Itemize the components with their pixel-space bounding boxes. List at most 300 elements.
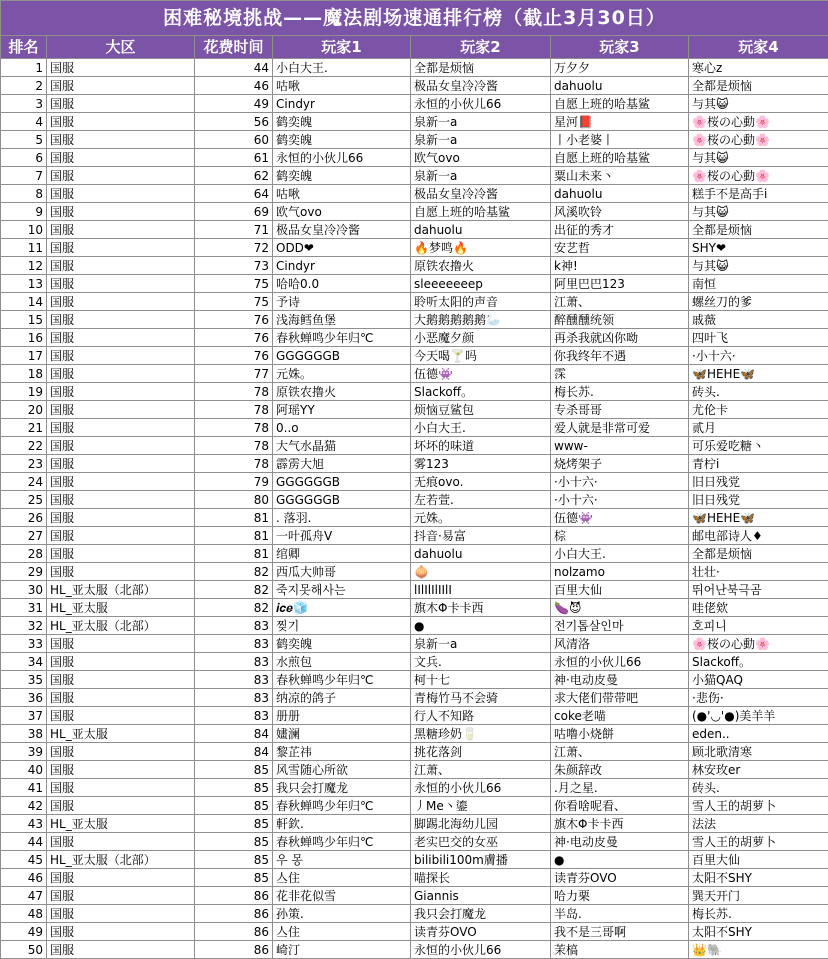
region-cell: 国服 — [47, 491, 195, 509]
table-row — [1, 797, 828, 815]
player2-cell: 聆听太阳的声音 — [411, 293, 551, 311]
rank-cell: 35 — [1, 671, 47, 689]
player4-cell: 太阳不SHY — [689, 923, 828, 941]
table-row — [1, 581, 828, 599]
player3-cell: ·小十六· — [551, 491, 689, 509]
player1-cell: 小白大王. — [273, 59, 411, 77]
region-cell: 国服 — [47, 653, 195, 671]
player4-cell: 🌸桜の心動🌸 — [689, 635, 828, 653]
region-cell: 国服 — [47, 941, 195, 959]
table-row — [1, 635, 828, 653]
player2-cell: 大鹅鹅鹅鹅鹅🦢 — [411, 311, 551, 329]
player3-cell: 自愿上班的哈基鲨 — [551, 149, 689, 167]
player4-cell: SHY❤ — [689, 239, 828, 257]
region-cell: 国服 — [47, 311, 195, 329]
player3-cell: 旗木Φ卡卡西 — [551, 815, 689, 833]
player2-cell: dahuolu — [411, 545, 551, 563]
player2-cell: 极品女皇冷冷酱 — [411, 77, 551, 95]
rank-cell: 13 — [1, 275, 47, 293]
player4-cell: eden.. — [689, 725, 828, 743]
table-row — [1, 203, 828, 221]
table-row — [1, 239, 828, 257]
region-cell: 国服 — [47, 293, 195, 311]
player3-cell: 朱颜辞改 — [551, 761, 689, 779]
rank-cell: 14 — [1, 293, 47, 311]
player1-cell: 欧气ovo — [273, 203, 411, 221]
player3-cell: 咕噜小烧餅 — [551, 725, 689, 743]
player3-cell: ● — [551, 851, 689, 869]
region-cell: 国服 — [47, 347, 195, 365]
player1-cell: 花非花似雪 — [273, 887, 411, 905]
player3-cell: 安艺哲 — [551, 239, 689, 257]
time-cell: 49 — [195, 95, 273, 113]
time-cell: 83 — [195, 671, 273, 689]
table-row — [1, 455, 828, 473]
rank-cell: 46 — [1, 869, 47, 887]
rank-cell: 20 — [1, 401, 47, 419]
player2-cell: lIlIlIlIIlI — [411, 581, 551, 599]
player4-cell: 青柠i — [689, 455, 828, 473]
player3-cell: 丨小老婆丨 — [551, 131, 689, 149]
player3-cell: www- — [551, 437, 689, 455]
rank-cell: 30 — [1, 581, 47, 599]
rank-cell: 5 — [1, 131, 47, 149]
time-cell: 61 — [195, 149, 273, 167]
region-cell: 国服 — [47, 221, 195, 239]
table-row — [1, 509, 828, 527]
page-title: 困难秘境挑战——魔法剧场速通排行榜（截止3月30日） — [1, 1, 828, 36]
player1-cell: 予诗 — [273, 293, 411, 311]
player1-cell: 纳凉的鸽子 — [273, 689, 411, 707]
player1-cell: 우 몽 — [273, 851, 411, 869]
region-cell: 国服 — [47, 419, 195, 437]
player4-cell: (●'◡'●)美羊羊 — [689, 707, 828, 725]
time-cell: 83 — [195, 617, 273, 635]
player2-cell: 挑花落剑 — [411, 743, 551, 761]
player1-cell: 崎汀 — [273, 941, 411, 959]
player2-cell: 左若萱. — [411, 491, 551, 509]
player2-cell: 脚踢北海幼儿园 — [411, 815, 551, 833]
table-row — [1, 905, 828, 923]
player2-cell: 极品女皇冷冷酱 — [411, 185, 551, 203]
player3-cell: 哈力栗 — [551, 887, 689, 905]
table-row — [1, 77, 828, 95]
player1-cell: 永恒的小伙儿66 — [273, 149, 411, 167]
player3-cell: dahuolu — [551, 77, 689, 95]
time-cell: 85 — [195, 779, 273, 797]
player3-cell: 星河📕 — [551, 113, 689, 131]
player1-cell: 绾卿 — [273, 545, 411, 563]
player1-cell: 黎芷祎 — [273, 743, 411, 761]
player3-cell: 伍德👾 — [551, 509, 689, 527]
region-cell: 国服 — [47, 239, 195, 257]
time-cell: 83 — [195, 635, 273, 653]
table-row — [1, 743, 828, 761]
rank-cell: 32 — [1, 617, 47, 635]
table-row — [1, 923, 828, 941]
player4-cell: 哇佬欸 — [689, 599, 828, 617]
player3-cell: 霂 — [551, 365, 689, 383]
region-cell: 国服 — [47, 437, 195, 455]
player1-cell: ODD❤ — [273, 239, 411, 257]
player1-cell: 水煎包 — [273, 653, 411, 671]
region-cell: 国服 — [47, 527, 195, 545]
player4-cell: 与其😺 — [689, 149, 828, 167]
column-header-player3: 玩家3 — [551, 36, 689, 59]
player2-cell: 坏坏的味道 — [411, 437, 551, 455]
player4-cell: 砖头. — [689, 779, 828, 797]
table-row — [1, 599, 828, 617]
player4-cell: 可乐爱吃糖丶 — [689, 437, 828, 455]
region-cell: 国服 — [47, 635, 195, 653]
player4-cell: 砖头. — [689, 383, 828, 401]
player1-cell: 原铁农撸火 — [273, 383, 411, 401]
player3-cell: 半岛. — [551, 905, 689, 923]
player4-cell: 顾北歌清寒 — [689, 743, 828, 761]
rank-cell: 48 — [1, 905, 47, 923]
player4-cell: 梅长苏. — [689, 905, 828, 923]
player4-cell: 法法 — [689, 815, 828, 833]
player3-cell: 自愿上班的哈基鲨 — [551, 95, 689, 113]
table-row — [1, 167, 828, 185]
time-cell: 78 — [195, 437, 273, 455]
rank-cell: 34 — [1, 653, 47, 671]
player2-cell: 泉新一a — [411, 131, 551, 149]
player1-cell: 春秋蝉鸣少年归℃ — [273, 329, 411, 347]
table-row — [1, 491, 828, 509]
rank-cell: 33 — [1, 635, 47, 653]
column-header-region: 大区 — [47, 36, 195, 59]
time-cell: 86 — [195, 923, 273, 941]
player3-cell: dahuolu — [551, 185, 689, 203]
player1-cell: 孙策. — [273, 905, 411, 923]
rank-cell: 44 — [1, 833, 47, 851]
time-cell: 86 — [195, 941, 273, 959]
player1-cell: 一叶孤舟V — [273, 527, 411, 545]
player2-cell: 泉新一a — [411, 167, 551, 185]
player2-cell: 黑糖珍奶🥛 — [411, 725, 551, 743]
table-row — [1, 113, 828, 131]
rank-cell: 37 — [1, 707, 47, 725]
region-cell: 国服 — [47, 797, 195, 815]
rank-cell: 17 — [1, 347, 47, 365]
player3-cell: 梅长苏. — [551, 383, 689, 401]
region-cell: 国服 — [47, 203, 195, 221]
region-cell: 国服 — [47, 887, 195, 905]
table-row — [1, 761, 828, 779]
player2-cell: Slackoff。 — [411, 383, 551, 401]
player2-cell: 元姝。 — [411, 509, 551, 527]
time-cell: 85 — [195, 869, 273, 887]
rank-cell: 3 — [1, 95, 47, 113]
table-row — [1, 545, 828, 563]
player2-cell: 泉新一a — [411, 113, 551, 131]
rank-cell: 11 — [1, 239, 47, 257]
time-cell: 85 — [195, 761, 273, 779]
region-cell: 国服 — [47, 149, 195, 167]
player4-cell: 雪人王的胡萝卜 — [689, 833, 828, 851]
player1-cell: 咕啾 — [273, 77, 411, 95]
player2-cell: sleeeeeeep — [411, 275, 551, 293]
rank-cell: 9 — [1, 203, 47, 221]
time-cell: 81 — [195, 545, 273, 563]
region-cell: 国服 — [47, 707, 195, 725]
player1-cell: 大气水晶猫 — [273, 437, 411, 455]
column-header-player1: 玩家1 — [273, 36, 411, 59]
player4-cell: 全都是烦恼 — [689, 221, 828, 239]
rank-cell: 50 — [1, 941, 47, 959]
rank-cell: 28 — [1, 545, 47, 563]
region-cell: 国服 — [47, 743, 195, 761]
region-cell: 国服 — [47, 509, 195, 527]
rank-cell: 41 — [1, 779, 47, 797]
table-row — [1, 347, 828, 365]
table-row — [1, 653, 828, 671]
rank-cell: 43 — [1, 815, 47, 833]
player1-cell: 鹤奕魄 — [273, 131, 411, 149]
player2-cell: 柯十七 — [411, 671, 551, 689]
region-cell: 国服 — [47, 95, 195, 113]
rank-cell: 4 — [1, 113, 47, 131]
player4-cell: 百里大仙 — [689, 851, 828, 869]
player3-cell: 神·电动皮曼 — [551, 833, 689, 851]
player4-cell: 与其😺 — [689, 203, 828, 221]
region-cell: 国服 — [47, 329, 195, 347]
column-header-player2: 玩家2 — [411, 36, 551, 59]
player3-cell: nolzamo — [551, 563, 689, 581]
player2-cell: 青梅竹马不会骑 — [411, 689, 551, 707]
player4-cell: 糕手不是高手i — [689, 185, 828, 203]
table-row — [1, 617, 828, 635]
player2-cell: 行人不知路 — [411, 707, 551, 725]
player1-cell: 西瓜大帅哥 — [273, 563, 411, 581]
player3-cell: 江萧、 — [551, 743, 689, 761]
player4-cell: 与其😺 — [689, 95, 828, 113]
table-row — [1, 131, 828, 149]
table-row — [1, 419, 828, 437]
player1-cell: 风雪随心所欲 — [273, 761, 411, 779]
table-row — [1, 95, 828, 113]
table-row — [1, 293, 828, 311]
player1-cell: 찢기 — [273, 617, 411, 635]
player3-cell: 棕 — [551, 527, 689, 545]
time-cell: 80 — [195, 491, 273, 509]
player4-cell: 🌸桜の心動🌸 — [689, 167, 828, 185]
player2-cell: 伍德👾 — [411, 365, 551, 383]
time-cell: 60 — [195, 131, 273, 149]
player2-cell: 泉新一a — [411, 635, 551, 653]
time-cell: 71 — [195, 221, 273, 239]
time-cell: 76 — [195, 311, 273, 329]
player1-cell: 亼住 — [273, 869, 411, 887]
player3-cell: coke老喵 — [551, 707, 689, 725]
player4-cell: 全都是烦恼 — [689, 77, 828, 95]
player1-cell: 嫿澜 — [273, 725, 411, 743]
player1-cell: Cindyr — [273, 95, 411, 113]
region-cell: 国服 — [47, 113, 195, 131]
region-cell: HL_亚太服 — [47, 599, 195, 617]
region-cell: 国服 — [47, 383, 195, 401]
region-cell: 国服 — [47, 59, 195, 77]
player3-cell: 醉醺醺统领 — [551, 311, 689, 329]
table-row — [1, 527, 828, 545]
table-row — [1, 689, 828, 707]
time-cell: 84 — [195, 743, 273, 761]
time-cell: 69 — [195, 203, 273, 221]
player2-cell: 自愿上班的哈基鲨 — [411, 203, 551, 221]
time-cell: 82 — [195, 599, 273, 617]
player3-cell: 再杀我就凶你呦 — [551, 329, 689, 347]
time-cell: 77 — [195, 365, 273, 383]
player4-cell: 与其😺 — [689, 257, 828, 275]
player4-cell: 雪人王的胡萝卜 — [689, 797, 828, 815]
time-cell: 82 — [195, 581, 273, 599]
player3-cell: 🍆😈 — [551, 599, 689, 617]
player3-cell: 江萧、 — [551, 293, 689, 311]
column-header-rank: 排名 — [1, 36, 47, 59]
player1-cell: 霹雳大旭 — [273, 455, 411, 473]
region-cell: 国服 — [47, 671, 195, 689]
time-cell: 76 — [195, 347, 273, 365]
time-cell: 85 — [195, 833, 273, 851]
table-row — [1, 779, 828, 797]
player3-cell: 粟山未来丶 — [551, 167, 689, 185]
time-cell: 83 — [195, 653, 273, 671]
player3-cell: .月之星. — [551, 779, 689, 797]
table-row — [1, 149, 828, 167]
player1-cell: 鹤奕魄 — [273, 113, 411, 131]
player2-cell: 小恶魔夕颜 — [411, 329, 551, 347]
player3-cell: 烧烤架子 — [551, 455, 689, 473]
player1-cell: 册册 — [273, 707, 411, 725]
rank-cell: 42 — [1, 797, 47, 815]
player1-cell: 浅海鳕鱼堡 — [273, 311, 411, 329]
player4-cell: 🌸桜の心動🌸 — [689, 131, 828, 149]
region-cell: 国服 — [47, 365, 195, 383]
player4-cell: ·小十六· — [689, 347, 828, 365]
region-cell: 国服 — [47, 869, 195, 887]
player3-cell: k神! — [551, 257, 689, 275]
table-row — [1, 833, 828, 851]
rank-cell: 38 — [1, 725, 47, 743]
player1-cell: 极品女皇冷冷酱 — [273, 221, 411, 239]
time-cell: 75 — [195, 275, 273, 293]
region-cell: 国服 — [47, 401, 195, 419]
rank-cell: 23 — [1, 455, 47, 473]
player2-cell: Giannis — [411, 887, 551, 905]
time-cell: 78 — [195, 383, 273, 401]
player2-cell: 永恒的小伙儿66 — [411, 779, 551, 797]
table-row — [1, 707, 828, 725]
player1-cell: GGGGGGB — [273, 491, 411, 509]
region-cell: HL_亚太服（北部） — [47, 581, 195, 599]
player1-cell: 我只会打魔龙 — [273, 779, 411, 797]
player4-cell: 小猫QAQ — [689, 671, 828, 689]
player3-cell: 神·电动皮曼 — [551, 671, 689, 689]
time-cell: 46 — [195, 77, 273, 95]
header-row — [1, 36, 828, 59]
player2-cell: 江萧、 — [411, 761, 551, 779]
player4-cell: 林安玫er — [689, 761, 828, 779]
region-cell: 国服 — [47, 77, 195, 95]
region-cell: 国服 — [47, 257, 195, 275]
player1-cell: 𝒊𝒄𝒆🧊 — [273, 599, 411, 617]
player2-cell: 烦恼豆鲨包 — [411, 401, 551, 419]
table-row — [1, 311, 828, 329]
region-cell: 国服 — [47, 905, 195, 923]
player4-cell: 🦋HEHE🦋 — [689, 509, 828, 527]
column-header-time: 花费时间 — [195, 36, 273, 59]
player4-cell: 🦋HEHE🦋 — [689, 365, 828, 383]
time-cell: 86 — [195, 905, 273, 923]
player4-cell: 뛰어난북극곰 — [689, 581, 828, 599]
player4-cell: 太阳不SHY — [689, 869, 828, 887]
region-cell: 国服 — [47, 833, 195, 851]
rank-cell: 29 — [1, 563, 47, 581]
player3-cell: 风溪吹铃 — [551, 203, 689, 221]
table-row — [1, 383, 828, 401]
player1-cell: GGGGGGB — [273, 473, 411, 491]
region-cell: 国服 — [47, 455, 195, 473]
player2-cell: 欧气ovo — [411, 149, 551, 167]
player2-cell: 🧅 — [411, 563, 551, 581]
player1-cell: 春秋蝉鸣少年归℃ — [273, 797, 411, 815]
player3-cell: ·小十六· — [551, 473, 689, 491]
player1-cell: 春秋蝉鸣少年归℃ — [273, 671, 411, 689]
table-row — [1, 401, 828, 419]
rank-cell: 10 — [1, 221, 47, 239]
rank-cell: 24 — [1, 473, 47, 491]
rank-cell: 40 — [1, 761, 47, 779]
time-cell: 78 — [195, 419, 273, 437]
player3-cell: 你我终年不遇 — [551, 347, 689, 365]
player2-cell: 雾123 — [411, 455, 551, 473]
region-cell: 国服 — [47, 167, 195, 185]
time-cell: 72 — [195, 239, 273, 257]
column-header-player4: 玩家4 — [689, 36, 828, 59]
player1-cell: GGGGGGB — [273, 347, 411, 365]
player2-cell: 喵探长 — [411, 869, 551, 887]
player3-cell: 전기톱살인마 — [551, 617, 689, 635]
table-row — [1, 941, 828, 959]
region-cell: HL_亚太服 — [47, 815, 195, 833]
player2-cell: 永恒的小伙儿66 — [411, 941, 551, 959]
player3-cell: 你看啥呢看、 — [551, 797, 689, 815]
player2-cell: ● — [411, 617, 551, 635]
player1-cell: 鹤奕魄 — [273, 635, 411, 653]
rank-cell: 22 — [1, 437, 47, 455]
rank-cell: 1 — [1, 59, 47, 77]
player4-cell: ·悲伤· — [689, 689, 828, 707]
table-row — [1, 275, 828, 293]
time-cell: 81 — [195, 509, 273, 527]
player4-cell: 戚薇 — [689, 311, 828, 329]
table-row — [1, 725, 828, 743]
player1-cell: 元姝。 — [273, 365, 411, 383]
table-row — [1, 257, 828, 275]
player2-cell: 读青芬OVO — [411, 923, 551, 941]
rank-cell: 19 — [1, 383, 47, 401]
player1-cell: 阿瑶YY — [273, 401, 411, 419]
rank-cell: 18 — [1, 365, 47, 383]
time-cell: 79 — [195, 473, 273, 491]
player2-cell: bilibili100m膚播 — [411, 851, 551, 869]
table-row — [1, 185, 828, 203]
player1-cell: 죽지못해사는 — [273, 581, 411, 599]
rank-cell: 8 — [1, 185, 47, 203]
table-row — [1, 851, 828, 869]
player2-cell: 老实巴交的女巫 — [411, 833, 551, 851]
